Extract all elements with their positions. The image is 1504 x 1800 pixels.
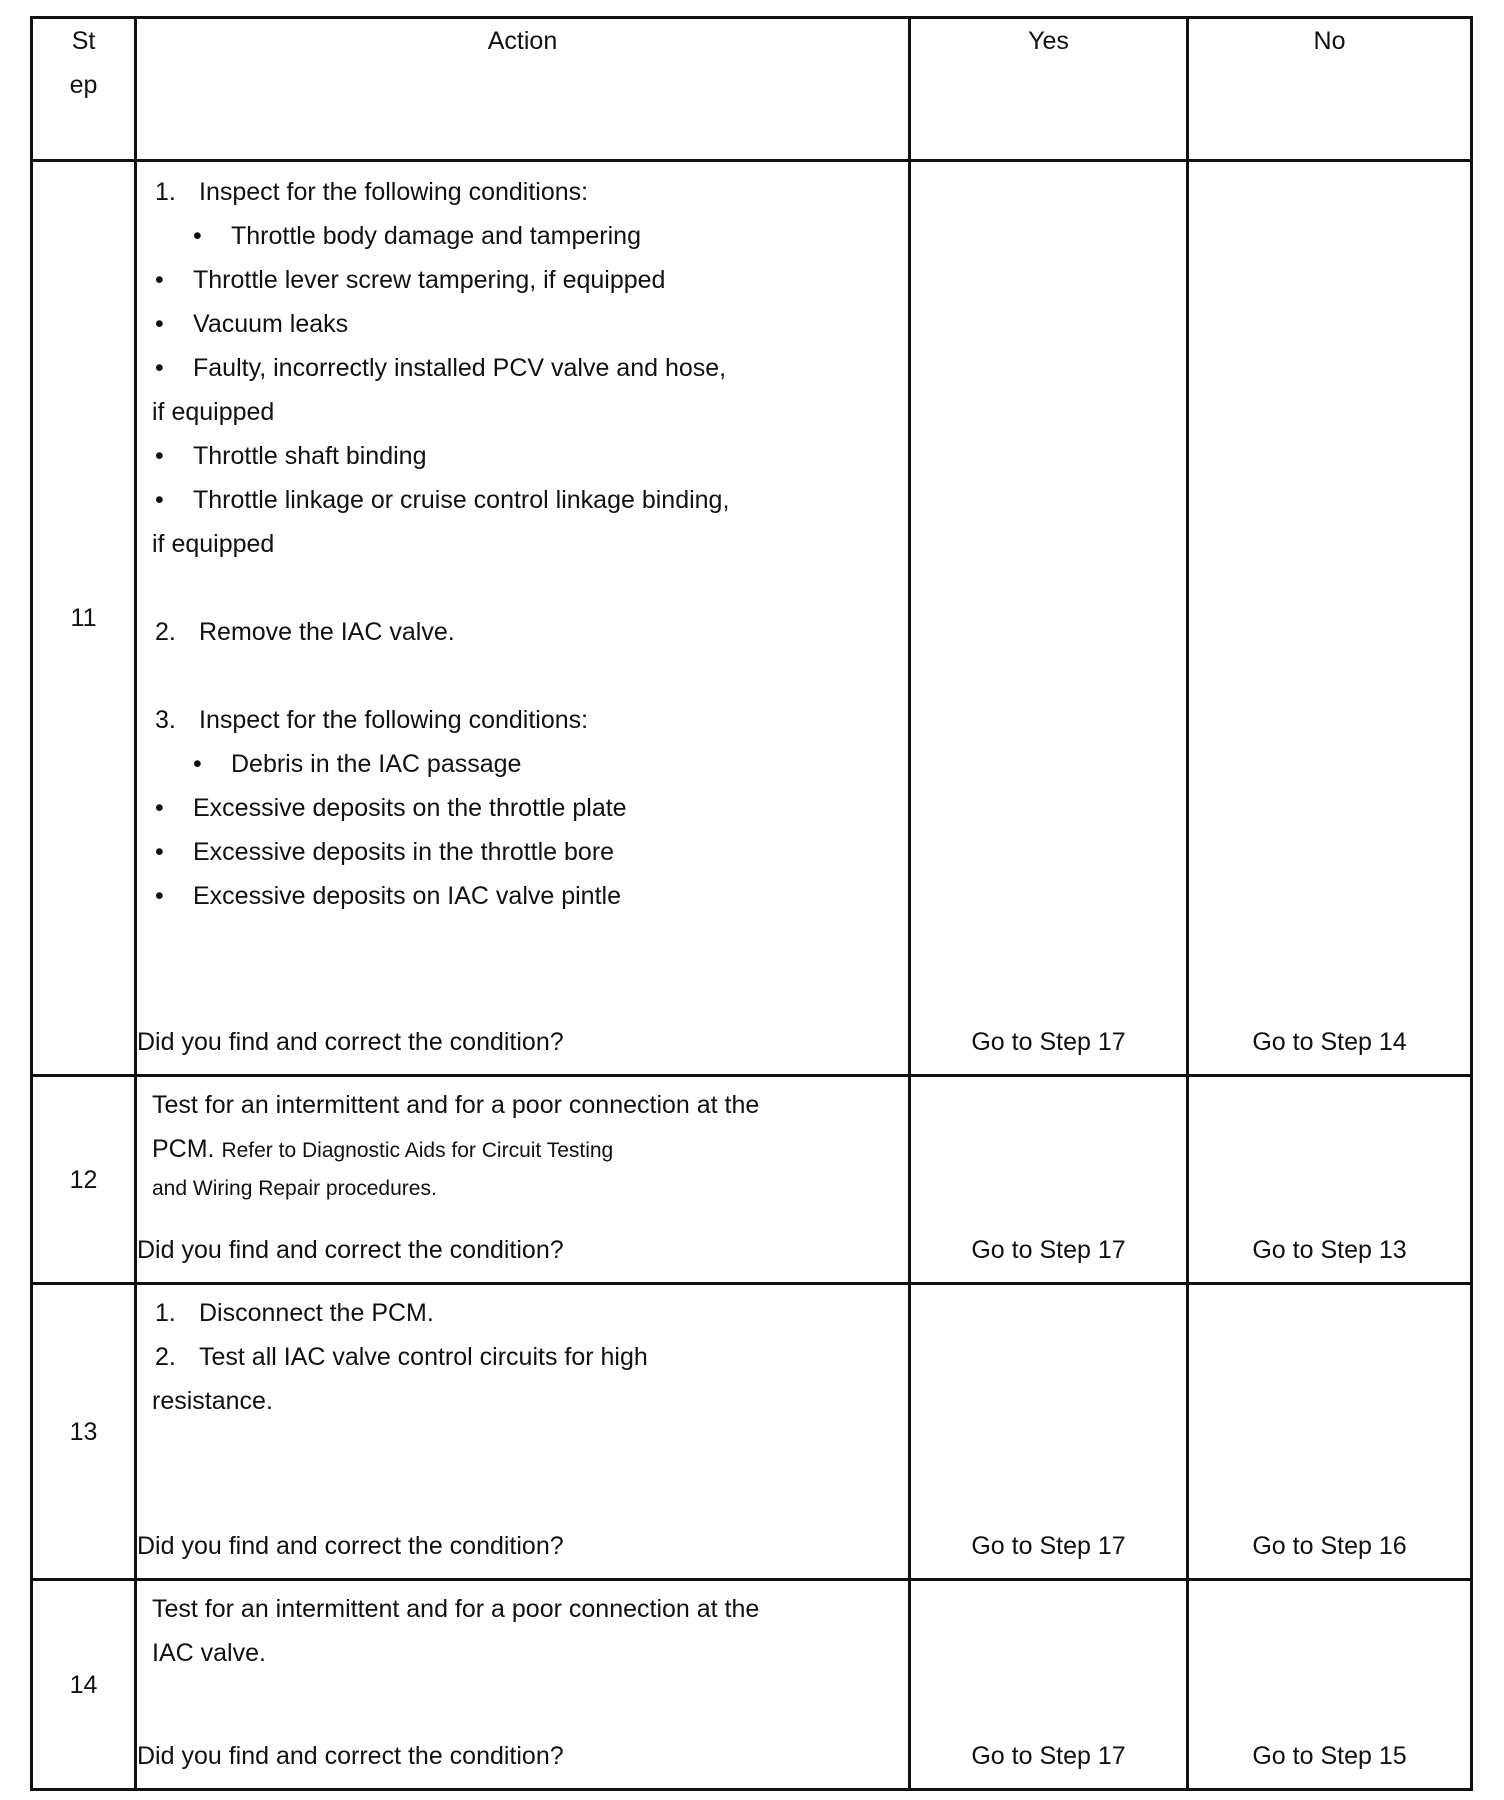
action-line: • Excessive deposits on IAC valve pintle xyxy=(155,882,621,910)
action-cell xyxy=(136,1580,910,1790)
action-line: 1. Disconnect the PCM. xyxy=(155,1299,434,1327)
step-header xyxy=(32,18,136,161)
step-number: 12 xyxy=(32,1076,136,1284)
no-header: No xyxy=(1188,18,1472,161)
header-row xyxy=(32,18,1472,161)
no-cell xyxy=(1188,1076,1472,1284)
no-answer: Go to Step 15 xyxy=(1252,1742,1407,1770)
action-line: Test for an intermittent and for a poor connection at the xyxy=(152,1595,760,1623)
action-cell xyxy=(136,161,910,1076)
no-cell xyxy=(1188,161,1472,1076)
no-answer: Go to Step 16 xyxy=(1252,1532,1407,1560)
yes-answer: Go to Step 17 xyxy=(971,1742,1126,1770)
yes-answer: Go to Step 17 xyxy=(971,1532,1126,1560)
no-cell xyxy=(1188,1284,1472,1580)
question-text: Did you find and correct the condition? xyxy=(137,1532,564,1560)
action-line: • Vacuum leaks xyxy=(155,310,349,338)
no-answer: Go to Step 13 xyxy=(1252,1236,1407,1264)
action-line: 3. Inspect for the following conditions: xyxy=(155,706,589,734)
action-line: Test for an intermittent and for a poor connection at the xyxy=(152,1091,760,1119)
action-line: • Excessive deposits in the throttle bore xyxy=(155,838,615,866)
yes-cell xyxy=(910,1580,1188,1790)
action-line: IAC valve. xyxy=(152,1639,266,1667)
action-line: 2. Test all IAC valve control circuits for high xyxy=(155,1343,648,1371)
step-number: 11 xyxy=(32,161,136,1076)
action-cell xyxy=(136,1284,910,1580)
action-line: • Throttle shaft binding xyxy=(155,442,427,470)
action-line: if equipped xyxy=(152,398,275,426)
yes-header: Yes xyxy=(910,18,1188,161)
action-cell xyxy=(136,1076,910,1284)
table-row-step-12 xyxy=(32,1076,1472,1284)
no-answer: Go to Step 14 xyxy=(1252,1028,1407,1056)
action-line: PCM. Refer to Diagnostic Aids for Circuit Testing xyxy=(152,1135,614,1163)
yes-cell xyxy=(910,1076,1188,1284)
step-header-line2: ep xyxy=(69,71,98,99)
question-text: Did you find and correct the condition? xyxy=(137,1028,564,1056)
table-row-step-11 xyxy=(32,161,1472,1076)
action-line: • Throttle lever screw tampering, if equipped xyxy=(155,266,666,294)
action-line: • Throttle body damage and tampering xyxy=(193,222,641,250)
yes-answer: Go to Step 17 xyxy=(971,1028,1126,1056)
action-line: 1. Inspect for the following conditions: xyxy=(155,178,589,206)
action-line: if equipped xyxy=(152,530,275,558)
yes-cell xyxy=(910,1284,1188,1580)
diagnostic-table xyxy=(30,16,1473,1791)
step-number: 13 xyxy=(32,1284,136,1580)
question-text: Did you find and correct the condition? xyxy=(137,1742,564,1770)
yes-answer: Go to Step 17 xyxy=(971,1236,1126,1264)
action-line: • Debris in the IAC passage xyxy=(193,750,522,778)
action-header: Action xyxy=(136,18,910,161)
question-text: Did you find and correct the condition? xyxy=(137,1236,564,1264)
table-row-step-14 xyxy=(32,1580,1472,1790)
action-line: • Throttle linkage or cruise control linkage binding, xyxy=(155,486,730,514)
table-row-step-13 xyxy=(32,1284,1472,1580)
no-cell xyxy=(1188,1580,1472,1790)
action-line: • Excessive deposits on the throttle plate xyxy=(155,794,627,822)
action-line: • Faulty, incorrectly installed PCV valve and hose, xyxy=(155,354,727,382)
step-number: 14 xyxy=(32,1580,136,1790)
action-line: resistance. xyxy=(152,1387,273,1415)
yes-cell xyxy=(910,161,1188,1076)
step-header-line1: St xyxy=(71,27,96,55)
action-line: 2. Remove the IAC valve. xyxy=(155,618,455,646)
action-line: and Wiring Repair procedures. xyxy=(152,1177,437,1200)
